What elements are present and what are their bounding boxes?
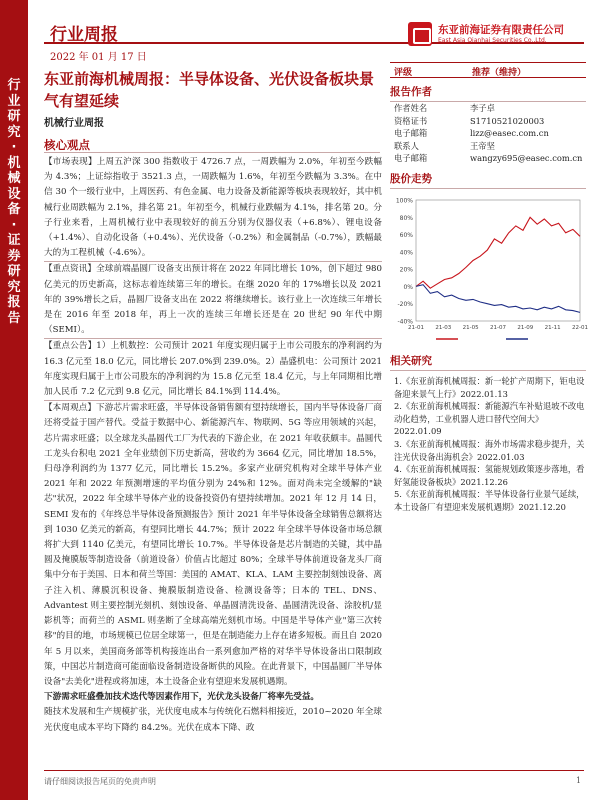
sidebar-char: 告 xyxy=(7,310,21,326)
report-category: 行业周报 xyxy=(50,25,118,45)
chart-plot-frame xyxy=(416,200,580,321)
related-research-item[interactable]: 3.《东亚前海机械周报：海外市场需求稳步提升，关注光伏设备出海机会》2022.01.03 xyxy=(394,438,585,462)
analyst-row xyxy=(390,115,586,128)
logo-mark-icon xyxy=(408,22,432,46)
related-research-item[interactable]: 2.《东亚前海机械周报：新能源汽车补贴退坡不改电动化趋势，工业机器人进口替代空间大》2022.01.09 xyxy=(394,401,585,437)
sidebar-char: 报 xyxy=(7,295,21,310)
chart-y-tick-label: -40% xyxy=(397,318,413,326)
analyst-row xyxy=(390,102,586,115)
report-date: 2022 年 01 月 17 日 xyxy=(50,52,147,63)
analyst-row xyxy=(390,127,586,140)
rating-value: 推荐（维持） xyxy=(472,68,527,78)
chart-y-tick-label: 0% xyxy=(403,283,413,291)
chart-x-tick-label: 21-03 xyxy=(435,324,452,331)
chart-x-tick-label: 22-01 xyxy=(572,324,588,331)
analyst-field-value: lizz@easec.com.cn xyxy=(470,128,549,139)
sidebar-char: 券 xyxy=(7,248,21,264)
rating-bar xyxy=(390,62,586,78)
sidebar-char: 证 xyxy=(7,233,21,248)
sidebar-char: 机 xyxy=(7,155,21,171)
sidebar-category-text xyxy=(0,78,28,326)
analyst-field-label: 电子邮箱 xyxy=(394,153,428,164)
analyst-field-value: S1710521020003 xyxy=(470,115,545,126)
body-paragraph: 随技术发展和生产规模扩张，光伏度电成本与传统化石燃料相接近，2010~2020 年全球光伏度电成本平均下降约 84.2%。光伏在成本下降、政 xyxy=(44,707,382,733)
analyst-field-value: 李子卓 xyxy=(470,103,495,113)
sidebar-char: 行 xyxy=(7,78,21,93)
sidebar-char: 械 xyxy=(7,171,21,186)
analyst-row xyxy=(390,152,586,165)
price-chart-heading: 股价走势 xyxy=(390,171,586,189)
page-number: 1 xyxy=(576,776,582,785)
report-title: 东亚前海机械周报：半导体设备、光伏设备板块景气有望延续 xyxy=(44,70,375,110)
report-body xyxy=(44,155,382,736)
chart-x-tick-label: 21-09 xyxy=(517,324,534,331)
sidebar-char: 业 xyxy=(7,93,21,109)
footer-divider xyxy=(44,770,584,771)
sidebar-band xyxy=(0,0,28,800)
sidebar-char: 究 xyxy=(7,124,21,140)
analyst-list xyxy=(390,102,586,165)
analyst-heading: 报告作者 xyxy=(390,84,586,102)
sidebar-char: 研 xyxy=(7,264,21,279)
sidebar-char: · xyxy=(11,140,17,155)
chart-y-tick-label: -20% xyxy=(397,301,413,309)
chart-x-tick-label: 21-07 xyxy=(490,324,506,331)
chart-y-tick-label: 80% xyxy=(399,214,413,222)
analyst-field-value: 王帝坚 xyxy=(470,140,495,151)
chart-y-tick-label: 60% xyxy=(399,232,413,240)
chart-y-tick-label: 20% xyxy=(399,266,413,274)
analyst-field-label: 电子邮箱 xyxy=(394,128,428,139)
company-logo xyxy=(408,20,588,54)
analyst-field-value: wangzy695@easec.com.cn xyxy=(470,153,583,164)
sidebar-char: 研 xyxy=(7,109,21,124)
chart-series-line-1 xyxy=(416,217,580,288)
report-subtype: 机械行业周报 xyxy=(44,118,104,129)
core-views-heading: 核心观点 xyxy=(44,138,90,152)
price-chart xyxy=(390,192,586,347)
sidebar-char: 备 xyxy=(7,202,21,217)
related-research-heading: 相关研究 xyxy=(390,353,586,371)
body-paragraph: 【本周观点】下游芯片需求旺盛，半导体设备销售额有望持续增长，国内半导体设备厂商还将受益于国产替代。受益于数据中心、新能源汽车、物联网、5G 等应用领域的兴起，芯片需求旺盛；以全球龙头晶圆代工厂为代表的下游企业，在 2021 年收获颇丰。晶圆代工龙头台积电 2021 全年业绩创下历史新高，营收约为 3664 亿元，同比增加 18.5%，归母净利润约为 1377 亿元，同比增长 15.2%。多家产业研究机构对全球半导体产业 2021 年和 2022 年预测增速的平均值分别为 24%和 12%。面对尚未完全缓解的"缺芯"状况，2022 年全球半导体产业的设备投资仍有望持续增加。2021 年 12 月 14 日，SEMI 发布的《年终总半导体设备预测报告》预计 2021 年半导体设备全球销售总额将达到 1030 亿美元的新高，有望同比增长 44.7%；预计 2022 年全球半导体设备市场总额将扩大到 1140 亿美元，有望同比增长 10.7%。半导体设备是芯片制造的关键，其中晶圆及掩膜版等制造设备（前道设备）价值占比超过 80%；全球半导体前道设备龙头厂商集中分布于美国、日本和荷兰等国：美国的 AMAT、KLA、LAM 主要控制刻蚀设备、离子注入机、薄膜沉积设备、掩膜版制造设备、检测设备等；日本的 TEL、DNS、Advantest 则主要控制光刻机、刻蚀设备、单晶圆清洗设备、晶圆清洗设备、涂胶机/显影机等；而荷兰的 ASML 则垄断了全球高端光刻机市场。中国是半导体产业"第三次转移"的目的地，市场规模已位居全球第一，但是在制造能力上存在诸多短板。而且自 2020 年 5 月以来，美国商务部等机构接连出台一系列愈加严格的对华半导体设备出口限制政策，中国芯片制造商可能面临设备制造设备断供的风险。在此背景下，中国晶圆厂半导体设备"去美化"进程或将加速，本土设备企业有望迎来发展机遇期。 xyxy=(44,403,383,687)
chart-series-line-2 xyxy=(416,285,580,313)
sidebar-char: · xyxy=(11,217,17,233)
related-research-item[interactable]: 4.《东亚前海机械周报：氢能规划政策逐步落地，看好氢能设备板块》2021.12.26 xyxy=(394,464,585,487)
related-research-item[interactable]: 5.《东亚前海机械周报：半导体设备行业景气延续，本土设备厂有望迎来发展机遇期》2021.12.20 xyxy=(394,489,585,512)
price-chart-svg xyxy=(390,192,586,347)
logo-name-cn: 东亚前海证券有限责任公司 xyxy=(438,24,564,36)
right-info-column xyxy=(390,62,586,514)
body-paragraph: 【重点资讯】全球前端晶圆厂设备支出预计将在 2022 年同比增长 10%，创下超过 980 亿美元的历史新高，这标志着连续第三年的增长。在继 2020 年的 17%增长以及 2021 年的 39%增长之后，晶圆厂设备支出在 2022 将继续增长。该行业上一次连续三年增长是在 2016 年至 2018 年，再上一次的连续三年增长还是在 20 世纪 90 年代中期（SEMI）。 xyxy=(44,264,382,336)
related-research-item[interactable]: 1.《东亚前海机械周报：新一轮扩产周期下，钜电设备迎来景气上行》2022.01.13 xyxy=(394,375,585,399)
analyst-field-label: 作者姓名 xyxy=(394,103,428,113)
analyst-field-label: 联系人 xyxy=(394,140,419,151)
body-paragraph: 下游需求旺盛叠加技术迭代等因素作用下，光伏龙头设备厂将率先受益。 xyxy=(44,692,320,703)
analyst-field-label: 资格证书 xyxy=(394,115,428,126)
body-paragraph: 【市场表现】上周五沪深 300 指数收于 4726.7 点，一周跌幅为 2.0%，年初至今跌幅为 4.3%；上证综指收于 3521.3 点，一周跌幅为 1.6%，年初至今跌幅为 3.3%。在中信 30 个一级行业中，上周医药、有色金属、电力设备及新能源等板块表现较好，其中机械行业周跌幅为 2.1%，排名第 21。年初至今，机械行业跌幅为 4.1%，排名第 20。分子行业来看，上周机械行业中表现较好的前五分别为仪器仪表（+6.8%）、锂电设备（+1.4%）、自动化设备（+0.4%）、光伏设备（-0.2%）和金属制品（-0.7%），跌幅最大的为工程机械（-4.6%）。 xyxy=(44,157,382,259)
footer-disclaimer: 请仔细阅读报告尾页的免责声明 xyxy=(44,777,156,786)
chart-y-tick-label: 100% xyxy=(395,197,413,205)
chart-x-tick-label: 21-01 xyxy=(408,324,424,331)
chart-x-tick-label: 21-05 xyxy=(462,324,479,331)
chart-y-tick-label: 40% xyxy=(399,249,413,257)
body-paragraph: 【重点公告】1）上机数控：公司预计 2021 年度实现归属于上市公司股东的净利润约为 16.3 亿元至 18.0 亿元，同比增长 207.0%到 239.0%。2）晶盛机电：公司预计 2021 年度实现归属于上市公司股东的净利润约为 15.8 亿元至 18.4 亿元，与上年同期相比增加人民币 7.2 亿元到 9.8 亿元，同比增长 84.1%到 114.4%。 xyxy=(44,341,382,398)
sidebar-char: 究 xyxy=(7,279,21,295)
analyst-row xyxy=(390,140,586,153)
related-research-list xyxy=(390,375,586,514)
chart-x-tick-label: 21-11 xyxy=(544,324,561,331)
logo-name-en: East Asia Qianhai Securities Co.,Ltd. xyxy=(438,37,547,44)
sidebar-char: 设 xyxy=(7,186,21,202)
rating-label: 评级 xyxy=(394,68,413,78)
core-views-divider xyxy=(44,152,380,153)
